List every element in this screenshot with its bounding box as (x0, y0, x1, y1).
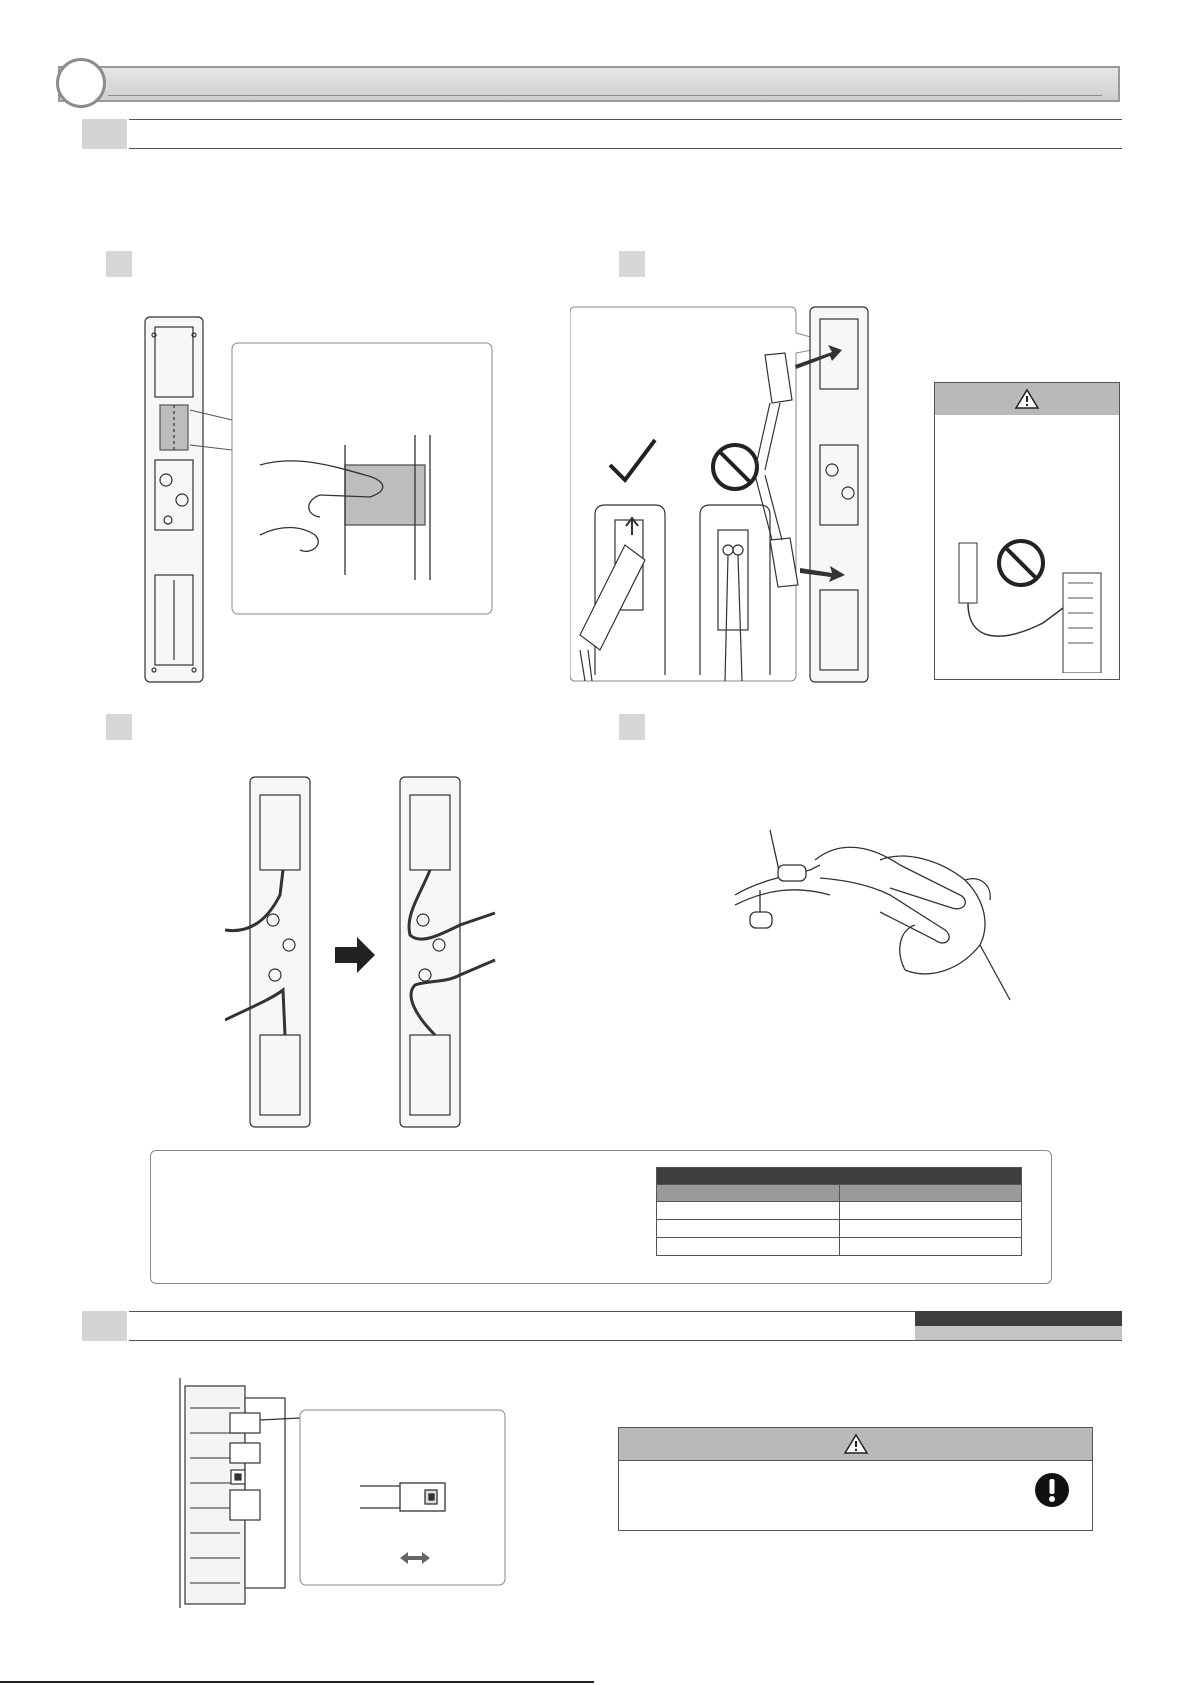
table-cell (657, 1238, 840, 1256)
table-row (657, 1238, 1022, 1256)
table-row (657, 1202, 1022, 1220)
caution-header (935, 383, 1119, 415)
switch-illustration (175, 1378, 510, 1608)
sensor-body (145, 317, 203, 682)
caution-box-section-2 (618, 1427, 1093, 1531)
warning-triangle-icon (1014, 388, 1040, 410)
table-row (657, 1220, 1022, 1238)
caution-illustration (943, 533, 1113, 673)
footer-rule (0, 1681, 594, 1683)
section-tag-light (915, 1326, 1122, 1340)
section-marker (82, 119, 127, 149)
spec-table-header-cell (657, 1185, 840, 1202)
section-tag-dark (915, 1311, 1122, 1326)
spec-table-header-cell (839, 1185, 1022, 1202)
table-cell (839, 1238, 1022, 1256)
warning-triangle-icon (843, 1433, 869, 1455)
prohibited-icon (999, 541, 1043, 585)
mandatory-action-icon (1034, 1472, 1070, 1508)
spec-table (656, 1167, 1022, 1256)
table-cell (657, 1202, 840, 1220)
table-cell (657, 1220, 840, 1238)
step-1-marker (106, 251, 132, 277)
step-4-illustration (730, 820, 1020, 1010)
chapter-number-circle (56, 58, 106, 108)
step-3-marker (106, 714, 132, 740)
step-4-marker (619, 714, 645, 740)
step-2-marker (619, 251, 645, 277)
spec-table-title-row (657, 1168, 1022, 1185)
section-marker (82, 1311, 127, 1341)
caution-box-step-2 (934, 382, 1120, 680)
info-panel (150, 1150, 1052, 1284)
chapter-banner (58, 66, 1120, 102)
right-arrow-icon (335, 937, 375, 973)
step-1-illustration (130, 315, 500, 685)
step-3-illustration (225, 775, 515, 1135)
table-cell (839, 1202, 1022, 1220)
section-header-1 (82, 119, 1122, 149)
caution-header (619, 1428, 1092, 1461)
table-cell (839, 1220, 1022, 1238)
chapter-banner-rule (108, 95, 1102, 96)
